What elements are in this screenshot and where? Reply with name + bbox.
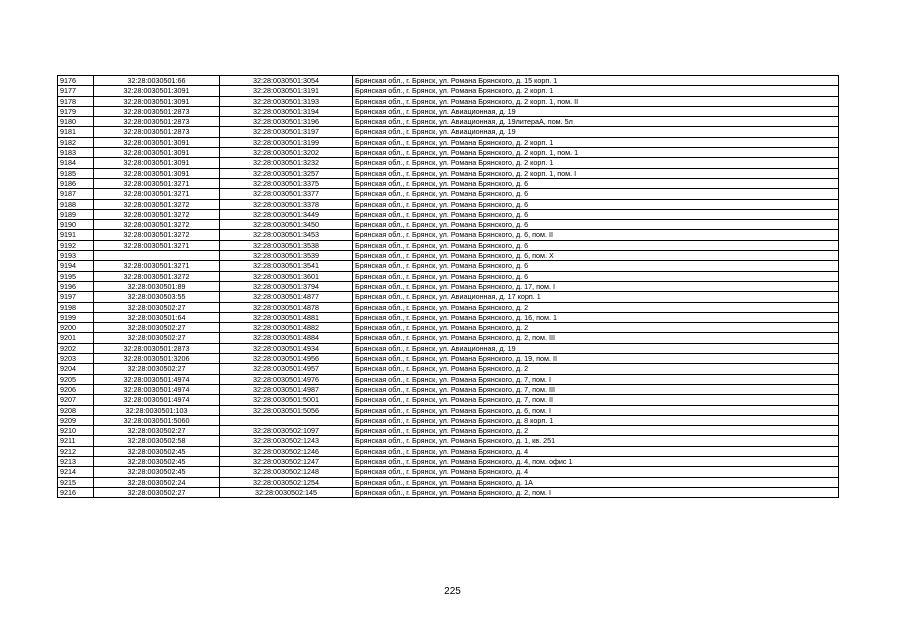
object-number-cell: 32:28:0030501:5056 [220,405,353,415]
address-cell: Брянская обл., г. Брянск, ул. Романа Брянского, д. 4 [353,446,839,456]
table-row [58,86,839,96]
table-row [58,374,839,384]
object-number-cell: 32:28:0030501:3197 [220,127,353,137]
table-row [58,343,839,353]
address-cell: Брянская обл., г. Брянск, ул. Романа Брянского, д. 2 корп. 1, пом. 1 [353,148,839,158]
table-row [58,487,839,497]
parcel-number-cell: 32:28:0030501:4974 [94,395,220,405]
address-cell: Брянская обл., г. Брянск, ул. Романа Брянского, д. 6, пом. X [353,251,839,261]
table-row [58,220,839,230]
object-number-cell: 32:28:0030501:3541 [220,261,353,271]
address-cell: Брянская обл., г. Брянск, ул. Романа Брянского, д. 16, пом. 1 [353,312,839,322]
address-cell: Брянская обл., г. Брянск, ул. Романа Брянского, д. 15 корп. 1 [353,76,839,86]
address-cell: Брянская обл., г. Брянск, ул. Романа Брянского, д. 2 [353,364,839,374]
table-row [58,395,839,405]
parcel-number-cell: 32:28:0030502:27 [94,426,220,436]
row-number-cell: 9196 [58,281,94,291]
table-row [58,364,839,374]
row-number-cell: 9195 [58,271,94,281]
object-number-cell: 32:28:0030502:1248 [220,467,353,477]
table-row [58,477,839,487]
object-number-cell: 32:28:0030501:3196 [220,117,353,127]
table-row [58,117,839,127]
table-row [58,137,839,147]
address-cell: Брянская обл., г. Брянск, ул. Романа Брянского, д. 2, пом. III [353,333,839,343]
row-number-cell: 9213 [58,456,94,466]
object-number-cell: 32:28:0030501:3538 [220,240,353,250]
object-number-cell: 32:28:0030502:1243 [220,436,353,446]
table-row [58,240,839,250]
row-number-cell: 9210 [58,426,94,436]
table-row [58,199,839,209]
parcel-number-cell: 32:28:0030502:45 [94,467,220,477]
parcel-number-cell: 32:28:0030501:3271 [94,178,220,188]
object-number-cell: 32:28:0030502:1097 [220,426,353,436]
parcel-number-cell: 32:28:0030501:64 [94,312,220,322]
object-number-cell: 32:28:0030501:3054 [220,76,353,86]
address-cell: Брянская обл., г. Брянск, ул. Романа Брянского, д. 6 [353,240,839,250]
row-number-cell: 9192 [58,240,94,250]
parcel-number-cell: 32:28:0030502:27 [94,323,220,333]
row-number-cell: 9204 [58,364,94,374]
parcel-number-cell: 32:28:0030501:3206 [94,354,220,364]
parcel-number-cell: 32:28:0030501:3091 [94,168,220,178]
address-cell: Брянская обл., г. Брянск, ул. Романа Брянского, д. 19, пом. II [353,354,839,364]
address-cell: Брянская обл., г. Брянск, ул. Романа Брянского, д. 6 [353,271,839,281]
address-cell: Брянская обл., г. Брянск, ул. Романа Брянского, д. 2 [353,323,839,333]
object-number-cell: 32:28:0030502:1246 [220,446,353,456]
parcel-number-cell: 32:28:0030503:55 [94,292,220,302]
address-cell: Брянская обл., г. Брянск, ул. Романа Брянского, д. 6 [353,220,839,230]
object-number-cell: 32:28:0030501:3257 [220,168,353,178]
address-cell: Брянская обл., г. Брянск, ул. Романа Брянского, д. 4, пом. офис 1 [353,456,839,466]
parcel-number-cell: 32:28:0030501:3272 [94,230,220,240]
row-number-cell: 9190 [58,220,94,230]
address-cell: Брянская обл., г. Брянск, ул. Авиационная, д. 19 [353,343,839,353]
address-cell: Брянская обл., г. Брянск, ул. Романа Брянского, д. 6, пом. I [353,405,839,415]
parcel-number-cell: 32:28:0030501:2873 [94,106,220,116]
table-row [58,127,839,137]
row-number-cell: 9211 [58,436,94,446]
address-cell: Брянская обл., г. Брянск, ул. Романа Брянского, д. 6 [353,209,839,219]
table-row [58,405,839,415]
address-cell: Брянская обл., г. Брянск, ул. Романа Брянского, д. 17, пом. I [353,281,839,291]
object-number-cell: 32:28:0030501:3539 [220,251,353,261]
address-cell: Брянская обл., г. Брянск, ул. Авиационная, д. 19 [353,106,839,116]
row-number-cell: 9180 [58,117,94,127]
address-cell: Брянская обл., г. Брянск, ул. Романа Брянского, д. 6 [353,261,839,271]
address-cell: Брянская обл., г. Брянск, ул. Романа Брянского, д. 1, кв. 251 [353,436,839,446]
address-cell: Брянская обл., г. Брянск, ул. Романа Брянского, д. 7, пом. III [353,384,839,394]
table-row [58,158,839,168]
table-row [58,384,839,394]
table-row [58,456,839,466]
table-row [58,76,839,86]
row-number-cell: 9181 [58,127,94,137]
object-number-cell: 32:28:0030501:4878 [220,302,353,312]
address-cell: Брянская обл., г. Брянск, ул. Романа Брянского, д. 2 корп. 1 [353,86,839,96]
object-number-cell: 32:28:0030501:3191 [220,86,353,96]
table-row [58,281,839,291]
row-number-cell: 9200 [58,323,94,333]
table-row [58,189,839,199]
object-number-cell: 32:28:0030501:4956 [220,354,353,364]
parcel-number-cell: 32:28:0030501:2873 [94,343,220,353]
object-number-cell: 32:28:0030501:5001 [220,395,353,405]
parcel-number-cell: 32:28:0030501:4974 [94,374,220,384]
address-cell: Брянская обл., г. Брянск, ул. Романа Брянского, д. 2 корп. 1, пом. II [353,96,839,106]
table-row [58,96,839,106]
object-number-cell: 32:28:0030501:3202 [220,148,353,158]
object-number-cell: 32:28:0030501:4877 [220,292,353,302]
table-row [58,106,839,116]
object-number-cell: 32:28:0030501:4882 [220,323,353,333]
address-cell: Брянская обл., г. Брянск, ул. Романа Брянского, д. 2 [353,426,839,436]
table-row [58,261,839,271]
row-number-cell: 9207 [58,395,94,405]
object-number-cell: 32:28:0030502:1254 [220,477,353,487]
parcel-number-cell: 32:28:0030502:24 [94,477,220,487]
row-number-cell: 9212 [58,446,94,456]
object-number-cell: 32:28:0030501:4934 [220,343,353,353]
row-number-cell: 9199 [58,312,94,322]
table-row [58,209,839,219]
parcel-number-cell: 32:28:0030501:3272 [94,209,220,219]
address-cell: Брянская обл., г. Брянск, ул. Авиационная, д. 17 корп. 1 [353,292,839,302]
table-row [58,302,839,312]
object-number-cell: 32:28:0030501:3193 [220,96,353,106]
parcel-number-cell: 32:28:0030502:27 [94,364,220,374]
table-row [58,323,839,333]
table-row [58,168,839,178]
address-cell: Брянская обл., г. Брянск, ул. Романа Брянского, д. 2 корп. 1, пом. I [353,168,839,178]
object-number-cell [220,415,353,425]
row-number-cell: 9188 [58,199,94,209]
address-cell: Брянская обл., г. Брянск, ул. Романа Брянского, д. 7, пом. I [353,374,839,384]
address-cell: Брянская обл., г. Брянск, ул. Романа Брянского, д. 1А [353,477,839,487]
row-number-cell: 9205 [58,374,94,384]
address-cell: Брянская обл., г. Брянск, ул. Романа Брянского, д. 6, пом. II [353,230,839,240]
parcel-number-cell: 32:28:0030502:45 [94,456,220,466]
parcel-number-cell: 32:28:0030501:3271 [94,261,220,271]
row-number-cell: 9206 [58,384,94,394]
address-cell: Брянская обл., г. Брянск, ул. Авиационная, д. 19 [353,127,839,137]
table-row [58,354,839,364]
row-number-cell: 9185 [58,168,94,178]
parcel-number-cell: 32:28:0030501:3091 [94,158,220,168]
table-row [58,230,839,240]
object-number-cell: 32:28:0030501:4884 [220,333,353,343]
row-number-cell: 9208 [58,405,94,415]
parcel-number-cell: 32:28:0030501:3091 [94,86,220,96]
object-number-cell: 32:28:0030502:1247 [220,456,353,466]
address-cell: Брянская обл., г. Брянск, ул. Романа Брянского, д. 6 [353,189,839,199]
table-row [58,312,839,322]
table-row [58,292,839,302]
row-number-cell: 9179 [58,106,94,116]
table-row [58,271,839,281]
row-number-cell: 9193 [58,251,94,261]
row-number-cell: 9198 [58,302,94,312]
row-number-cell: 9216 [58,487,94,497]
row-number-cell: 9209 [58,415,94,425]
row-number-cell: 9215 [58,477,94,487]
table-row [58,148,839,158]
row-number-cell: 9184 [58,158,94,168]
parcel-number-cell: 32:28:0030501:3091 [94,137,220,147]
row-number-cell: 9178 [58,96,94,106]
table-row [58,251,839,261]
row-number-cell: 9202 [58,343,94,353]
object-number-cell: 32:28:0030502:145 [220,487,353,497]
cadastral-table-body [58,76,839,498]
object-number-cell: 32:28:0030501:3375 [220,178,353,188]
parcel-number-cell: 32:28:0030502:58 [94,436,220,446]
table-row [58,415,839,425]
row-number-cell: 9182 [58,137,94,147]
address-cell: Брянская обл., г. Брянск, ул. Романа Брянского, д. 4 [353,467,839,477]
row-number-cell: 9176 [58,76,94,86]
row-number-cell: 9189 [58,209,94,219]
row-number-cell: 9197 [58,292,94,302]
parcel-number-cell: 32:28:0030501:103 [94,405,220,415]
address-cell: Брянская обл., г. Брянск, ул. Романа Брянского, д. 8 корп. 1 [353,415,839,425]
parcel-number-cell: 32:28:0030502:27 [94,333,220,343]
row-number-cell: 9186 [58,178,94,188]
page-number: 225 [444,586,461,597]
object-number-cell: 32:28:0030501:3601 [220,271,353,281]
object-number-cell: 32:28:0030501:3194 [220,106,353,116]
table-row [58,446,839,456]
address-cell: Брянская обл., г. Брянск, ул. Романа Брянского, д. 6 [353,178,839,188]
table-row [58,467,839,477]
parcel-number-cell: 32:28:0030501:5060 [94,415,220,425]
parcel-number-cell: 32:28:0030502:27 [94,487,220,497]
parcel-number-cell: 32:28:0030501:3091 [94,148,220,158]
address-cell: Брянская обл., г. Брянск, ул. Романа Брянского, д. 6 [353,199,839,209]
row-number-cell: 9177 [58,86,94,96]
table-row [58,426,839,436]
parcel-number-cell: 32:28:0030502:27 [94,302,220,312]
address-cell: Брянская обл., г. Брянск, ул. Романа Брянского, д. 2, пом. I [353,487,839,497]
table-row [58,333,839,343]
object-number-cell: 32:28:0030501:3378 [220,199,353,209]
parcel-number-cell: 32:28:0030501:3091 [94,96,220,106]
parcel-number-cell: 32:28:0030501:3271 [94,240,220,250]
address-cell: Брянская обл., г. Брянск, ул. Романа Брянского, д. 7, пом. II [353,395,839,405]
object-number-cell: 32:28:0030501:3449 [220,209,353,219]
object-number-cell: 32:28:0030501:4957 [220,364,353,374]
object-number-cell: 32:28:0030501:3199 [220,137,353,147]
object-number-cell: 32:28:0030501:3450 [220,220,353,230]
row-number-cell: 9183 [58,148,94,158]
row-number-cell: 9187 [58,189,94,199]
object-number-cell: 32:28:0030501:4987 [220,384,353,394]
row-number-cell: 9191 [58,230,94,240]
object-number-cell: 32:28:0030501:3377 [220,189,353,199]
parcel-number-cell: 32:28:0030501:3272 [94,271,220,281]
object-number-cell: 32:28:0030501:3794 [220,281,353,291]
address-cell: Брянская обл., г. Брянск, ул. Романа Брянского, д. 2 корп. 1 [353,158,839,168]
row-number-cell: 9214 [58,467,94,477]
parcel-number-cell: 32:28:0030501:3272 [94,220,220,230]
parcel-number-cell: 32:28:0030501:4974 [94,384,220,394]
parcel-number-cell: 32:28:0030501:3272 [94,199,220,209]
address-cell: Брянская обл., г. Брянск, ул. Романа Брянского, д. 2 корп. 1 [353,137,839,147]
object-number-cell: 32:28:0030501:3453 [220,230,353,240]
row-number-cell: 9201 [58,333,94,343]
table-row [58,178,839,188]
address-cell: Брянская обл., г. Брянск, ул. Авиационная, д. 19литераА, пом. 5л [353,117,839,127]
parcel-number-cell: 32:28:0030502:45 [94,446,220,456]
object-number-cell: 32:28:0030501:3232 [220,158,353,168]
cadastral-table [57,75,839,498]
parcel-number-cell: 32:28:0030501:2873 [94,127,220,137]
address-cell: Брянская обл., г. Брянск, ул. Романа Брянского, д. 2 [353,302,839,312]
table-row [58,436,839,446]
parcel-number-cell [94,251,220,261]
parcel-number-cell: 32:28:0030501:66 [94,76,220,86]
object-number-cell: 32:28:0030501:4976 [220,374,353,384]
object-number-cell: 32:28:0030501:4881 [220,312,353,322]
parcel-number-cell: 32:28:0030501:2873 [94,117,220,127]
parcel-number-cell: 32:28:0030501:3271 [94,189,220,199]
row-number-cell: 9203 [58,354,94,364]
parcel-number-cell: 32:28:0030501:89 [94,281,220,291]
row-number-cell: 9194 [58,261,94,271]
